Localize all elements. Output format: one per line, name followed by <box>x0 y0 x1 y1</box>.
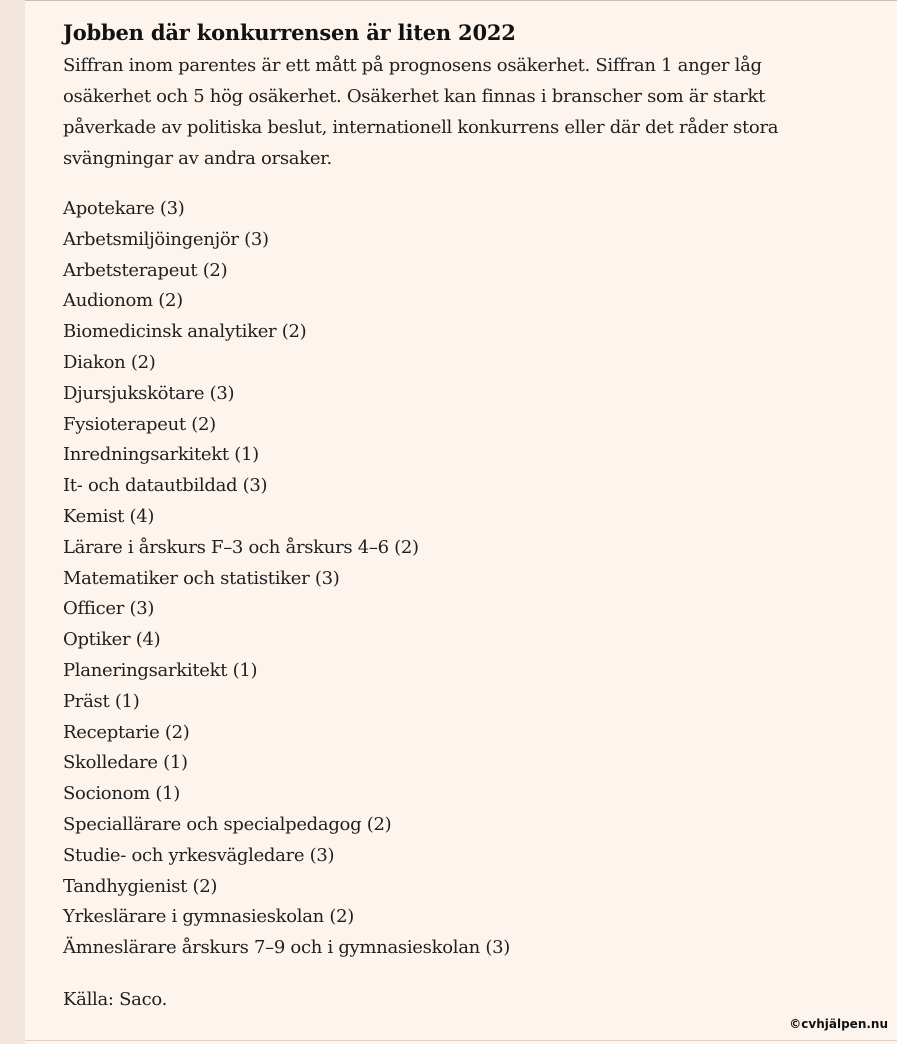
job-item: Socionom (1) <box>63 783 180 805</box>
job-item: Kemist (4) <box>63 505 155 527</box>
job-item: Studie- och yrkesvägledare (3) <box>63 844 335 866</box>
job-item: Arbetsmiljöingenjör (3) <box>63 228 269 250</box>
left-margin-bar <box>0 0 25 1044</box>
job-item: Präst (1) <box>63 690 140 712</box>
job-item: Diakon (2) <box>63 351 156 373</box>
article-box <box>63 16 803 1015</box>
job-item: Receptarie (2) <box>63 721 190 743</box>
job-item: Audionom (2) <box>63 290 183 312</box>
job-item: Apotekare (3) <box>63 198 185 219</box>
article-intro: Siffran inom parentes är ett mått på prognosens osäkerhet. Siffran 1 anger låg osäkerhet och 5 hög osäkerhet. Osäkerhet kan finnas i branscher som är starkt påverkade av politiska beslut, internationell konkurrens eller där det råder stora svängningar av andra orsaker. <box>63 55 779 169</box>
job-list <box>63 194 803 964</box>
job-item: Biomedicinsk analytiker (2) <box>63 321 307 343</box>
job-item: Ämneslärare årskurs 7–9 och i gymnasieskolan (3) <box>63 937 510 959</box>
job-item: Fysioterapeut (2) <box>63 413 216 435</box>
article-title: Jobben där konkurrensen är liten 2022 <box>63 20 516 45</box>
top-divider <box>25 0 897 1</box>
watermark-text: ©cvhjälpen.nu <box>789 1017 888 1031</box>
job-item: Inredningsarkitekt (1) <box>63 444 259 466</box>
job-item: Yrkeslärare i gymnasieskolan (2) <box>63 906 354 928</box>
job-item: It- och datautbildad (3) <box>63 475 268 497</box>
source-note: Källa: Saco. <box>63 988 167 1010</box>
job-item: Speciallärare och specialpedagog (2) <box>63 813 392 835</box>
job-item: Djursjukskötare (3) <box>63 382 235 404</box>
job-item: Optiker (4) <box>63 629 161 651</box>
job-item: Officer (3) <box>63 598 155 620</box>
job-item: Skolledare (1) <box>63 752 188 774</box>
bottom-divider <box>25 1040 897 1041</box>
job-item: Matematiker och statistiker (3) <box>63 567 340 589</box>
job-item: Planeringsarkitekt (1) <box>63 659 258 681</box>
job-item: Tandhygienist (2) <box>63 875 218 897</box>
job-item: Lärare i årskurs F–3 och årskurs 4–6 (2) <box>63 536 419 558</box>
job-item: Arbetsterapeut (2) <box>63 259 228 281</box>
